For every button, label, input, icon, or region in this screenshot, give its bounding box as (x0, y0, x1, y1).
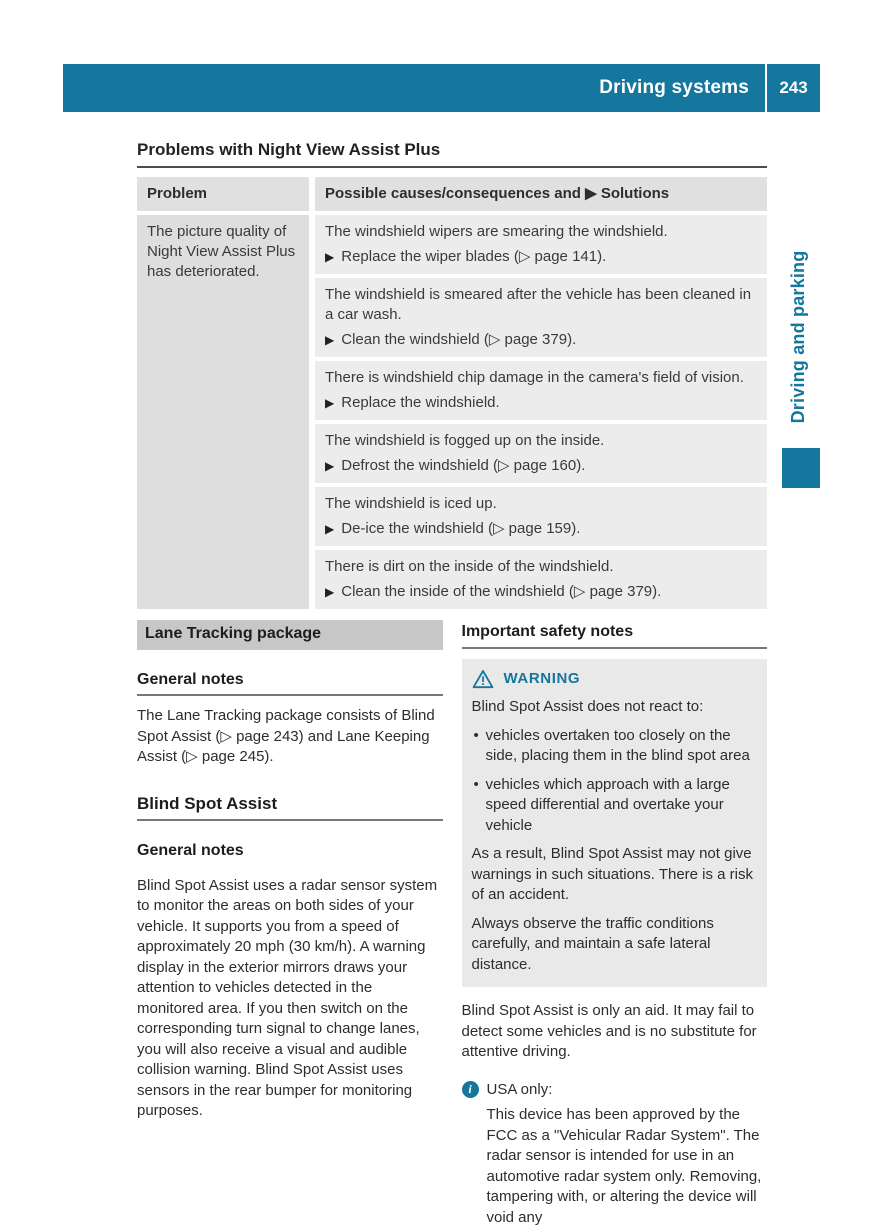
solution-line (325, 456, 757, 476)
cause-text: The windshield wipers are smearing the windshield. (325, 223, 668, 240)
table-body (137, 215, 767, 609)
usa-paragraph: This device has been approved by the FCC as a "Vehicular Radar System". The radar sensor is intended for use in an automotive radar system only. Removing, tampering with, or altering the device will void any (486, 1106, 762, 1226)
column-header-problem: Problem (137, 177, 309, 211)
bullet-text: vehicles which approach with a large speed differential and overtake your vehicle (485, 775, 730, 834)
column-header-causes: Possible causes/consequences and ▶ Solutions (315, 177, 767, 211)
solution-line (325, 330, 757, 350)
page-number: 243 (779, 78, 808, 97)
warning-triangle-icon (472, 669, 494, 689)
warning-box (462, 659, 768, 988)
two-column-body (137, 620, 767, 1228)
problem-cell: The picture quality of Night View Assist Plus has deteriorated. (137, 215, 309, 609)
table-header-row (137, 177, 767, 211)
table-row (315, 215, 767, 274)
solution-arrow-icon: ▶ (325, 333, 335, 347)
solution-line (325, 582, 757, 602)
table-row (315, 487, 767, 546)
solution-arrow-icon: ▶ (325, 459, 335, 473)
cause-text: The windshield is fogged up on the inside. (325, 432, 605, 449)
solution-text: Replace the wiper blades (▷ page 141). (341, 248, 607, 265)
warning-header (472, 669, 756, 690)
cause-text: The windshield is iced up. (325, 495, 497, 512)
info-note (462, 1080, 768, 1101)
solution-arrow-icon: ▶ (325, 250, 335, 264)
warning-intro: Blind Spot Assist does not react to: (471, 698, 704, 715)
info-icon: i (462, 1081, 479, 1098)
solution-line (325, 519, 757, 539)
chapter-tab-marker (782, 448, 820, 488)
solution-text: Defrost the windshield (▷ page 160). (341, 457, 586, 474)
table-row (315, 361, 767, 420)
table-row (315, 550, 767, 609)
troubleshooting-table (137, 177, 767, 609)
cause-text: The windshield is smeared after the vehicle has been cleaned in a car wash. (325, 286, 752, 323)
left-column (137, 620, 443, 1122)
solution-text: Replace the windshield. (341, 394, 500, 411)
right-column (462, 620, 768, 1228)
usa-only-label: USA only: (486, 1080, 553, 1098)
heading-important-safety-notes: Important safety notes (462, 622, 768, 649)
warning-paragraph: As a result, Blind Spot Assist may not give warnings in such situations. There is a risk of an accident. (471, 845, 754, 903)
troubleshooting-section (137, 140, 767, 609)
cause-text: There is windshield chip damage in the camera's field of vision. (325, 369, 744, 386)
section-heading-lane-tracking: Lane Tracking package (137, 620, 443, 650)
warning-bullet (472, 775, 756, 837)
heading-bsa-general-notes: General notes (137, 842, 244, 859)
table-row (315, 278, 767, 357)
heading-general-notes: General notes (137, 670, 443, 697)
bullet-icon: • (473, 726, 479, 744)
solution-text: Clean the windshield (▷ page 379). (341, 331, 577, 348)
solution-line (325, 247, 757, 267)
cause-text: There is dirt on the inside of the windshield. (325, 558, 614, 575)
solution-text: Clean the inside of the windshield (▷ page 379). (341, 583, 662, 600)
solution-line (325, 393, 757, 413)
solution-arrow-icon: ▶ (325, 585, 335, 599)
warning-bullet (472, 726, 756, 767)
manual-page: Driving systems 243 Driving and parking Problems with Night View Assist Plus Problem Possible causes/consequences and ▶ Solutions The picture quality of Night View Assist Plus has deteriorated. The windshield wipers are smearing the windshield. ▶ Replace the wiper blades (▷ page 141). The windshield is smeared after the vehicle has been cleaned in a car wash. ▶ Clean the windshield (▷ page 379). There is windshield chip damage in the camera's field of vision. ▶ Replace the windshield. The windshield is fogged up on the inside. ▶ Defrost the windshield (▷ page 160). The windshield is iced up. ▶ De-ice the windshield (▷ page 159). There is dirt on the inside of the windshield. ▶ Clean the inside of the windshield (▷ page 379). Lane Tracking package General notes The Lane Tracking package consists of Blind Spot Assist (▷ page 243) and Lane Keeping Assist (▷ page 245). Blind Spot Assist General notes Blind Spot Assist uses a radar sensor system to monitor the areas on both sides of your vehicle. It supports you from a speed of approximately 20 mph (30 km/h). A warning display in the exterior mirrors draws your attention to vehicles detected in the monitored area. If you then switch on the corresponding turn signal to change lanes, you will also receive a visual and audible collision warning. Blind Spot Assist uses sensors in the rear bumper for monitoring purposes. Important safety notes WARNING Blind Spot Assist does not react to: • vehicles overtaken too closely on the side, placing them in the blind spot area • vehicles which approach with a large speed differential and overtake your vehicle As a result, Blind Spot Assist may not give warnings in such situations. There is a risk of an accident. Always observe the traffic conditions carefully, and maintain a safe lateral distance. Blind Spot Assist is only an aid. It may fail to detect some vehicles and is no substitute for attentive driving. i USA only: This device has been approved by the FCC as a "Vehicular Radar System". The radar sensor is intended for use in an automotive radar system only. Removing, tampering with, or altering the device will void any (0, 0, 884, 1200)
chapter-title: Driving systems (599, 77, 749, 98)
warning-label: WARNING (503, 669, 581, 687)
table-row (315, 424, 767, 483)
aid-paragraph: Blind Spot Assist is only an aid. It may fail to detect some vehicles and is no substitute for attentive driving. (461, 1002, 757, 1060)
table-title: Problems with Night View Assist Plus (137, 140, 767, 168)
bsa-paragraph: Blind Spot Assist uses a radar sensor system to monitor the areas on both sides of your vehicle. It supports you from a speed of approximately 20 mph (30 km/h). A warning display in the exterior mirrors draws your attention to vehicles detected in the monitored area. If you then switch on the corresponding turn signal to change lanes, you will also receive a visual and audible collision warning. Blind Spot Assist uses sensors in the rear bumper for monitoring purposes. (137, 876, 438, 1119)
warning-paragraph: Always observe the traffic conditions carefully, and maintain a safe lateral distance. (471, 914, 714, 973)
general-notes-paragraph: The Lane Tracking package consists of Blind Spot Assist (▷ page 243) and Lane Keeping Assist (▷ page 245). (137, 707, 435, 765)
bullet-icon: • (473, 775, 479, 793)
solution-text: De-ice the windshield (▷ page 159). (341, 520, 581, 537)
solution-arrow-icon: ▶ (325, 396, 335, 410)
solution-arrow-icon: ▶ (325, 522, 335, 536)
page-header-bar (63, 64, 820, 112)
causes-stack (315, 215, 767, 609)
heading-blind-spot-assist: Blind Spot Assist (137, 794, 443, 822)
bullet-text: vehicles overtaken too closely on the side, placing them in the blind spot area (485, 726, 750, 764)
